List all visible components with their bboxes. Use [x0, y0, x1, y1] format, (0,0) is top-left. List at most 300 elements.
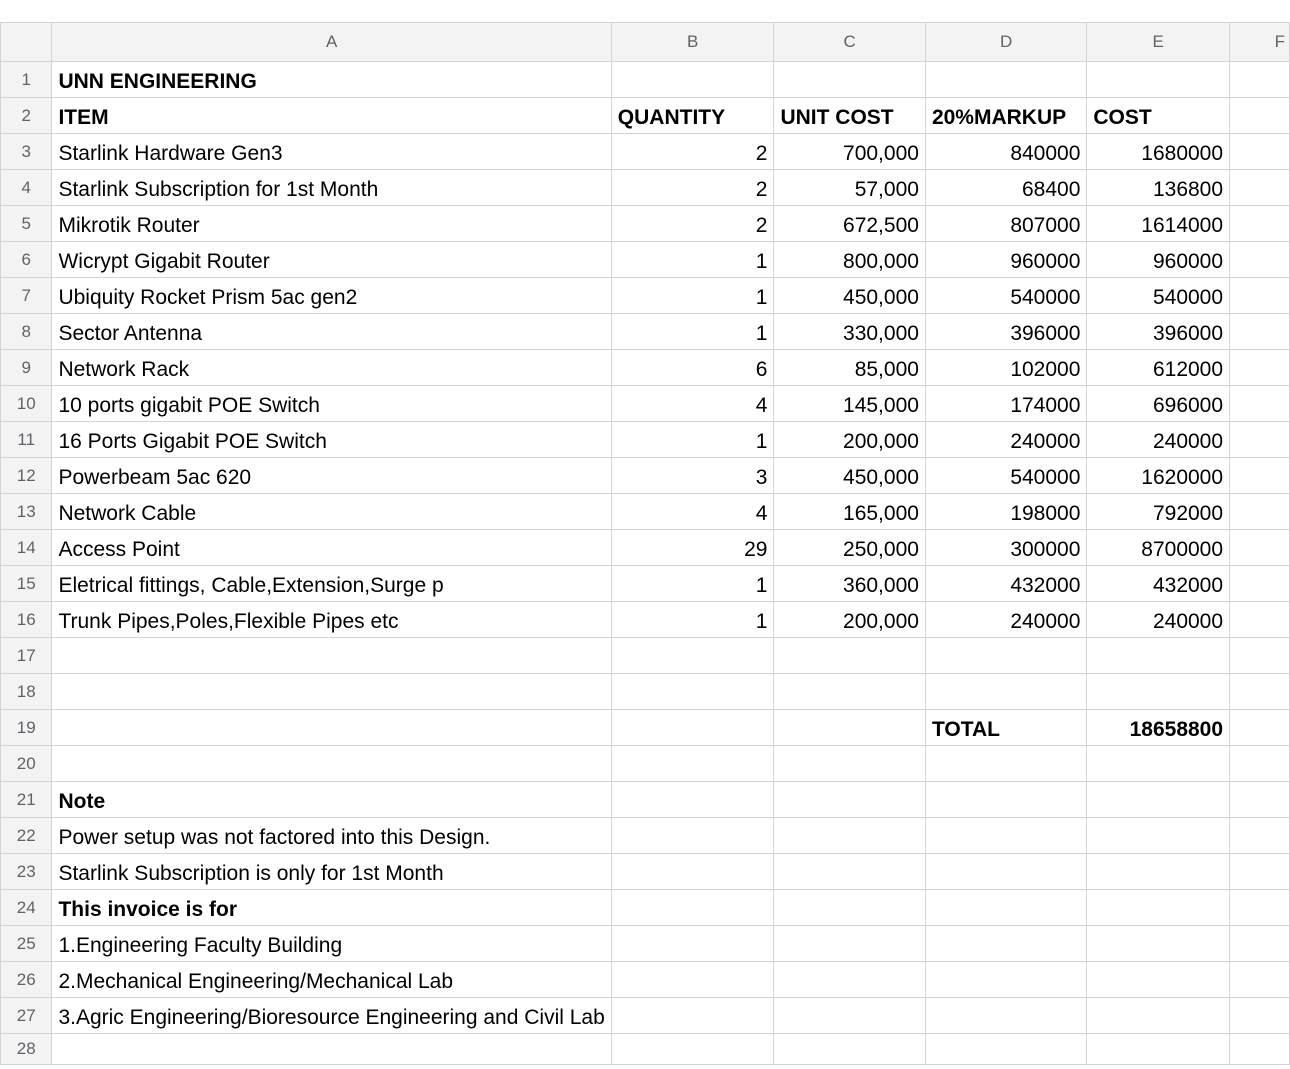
cell-c[interactable]: [774, 926, 925, 962]
cell-d[interactable]: [925, 458, 1086, 494]
cell-e[interactable]: [1087, 674, 1230, 710]
cell-value: 250,000: [843, 538, 919, 561]
cell-value: Ubiquity Rocket Prism 5ac gen2: [58, 286, 358, 309]
cell-value: 450,000: [843, 286, 919, 309]
cell-f[interactable]: [1230, 494, 1290, 530]
row-header[interactable]: 16: [1, 602, 52, 638]
cell-e[interactable]: [1087, 710, 1230, 746]
cell-f[interactable]: [1230, 566, 1290, 602]
sheet-row: [1, 494, 1290, 530]
cell-c[interactable]: [774, 746, 925, 782]
cell-value: UNN ENGINEERING: [58, 70, 257, 93]
cell-d[interactable]: [925, 278, 1086, 314]
cell-value: Network Rack: [58, 358, 190, 381]
cell-c[interactable]: [774, 638, 925, 674]
cell-d[interactable]: [925, 998, 1086, 1034]
cell-e[interactable]: [1087, 458, 1230, 494]
cell-f[interactable]: [1230, 530, 1290, 566]
cell-value: 700,000: [843, 142, 919, 165]
cell-d[interactable]: [925, 638, 1086, 674]
column-header-b[interactable]: B: [611, 23, 774, 62]
sheet-row: [1, 98, 1290, 134]
cell-value: 29: [744, 538, 768, 561]
cell-d[interactable]: [925, 134, 1086, 170]
cell-value: [52, 1061, 610, 1064]
cell-e[interactable]: [1087, 134, 1230, 170]
cell-a[interactable]: [52, 458, 611, 494]
cell-d[interactable]: [925, 530, 1086, 566]
sheet-row: [1, 206, 1290, 242]
cell-b[interactable]: [611, 674, 774, 710]
cell-a[interactable]: [52, 926, 611, 962]
cell-a[interactable]: [52, 134, 611, 170]
row-header[interactable]: 19: [1, 710, 52, 746]
cell-d[interactable]: [925, 674, 1086, 710]
cell-c[interactable]: [774, 998, 925, 1034]
cell-c[interactable]: [774, 674, 925, 710]
cell-f[interactable]: [1230, 386, 1290, 422]
cell-b[interactable]: [611, 314, 774, 350]
cell-a[interactable]: [52, 206, 611, 242]
row-header[interactable]: 15: [1, 566, 52, 602]
cell-b[interactable]: [611, 134, 774, 170]
sheet-row: [1, 998, 1290, 1034]
cell-f[interactable]: [1230, 890, 1290, 926]
cell-b[interactable]: [611, 566, 774, 602]
row-header[interactable]: 13: [1, 494, 52, 530]
cell-value: 6: [755, 358, 768, 381]
cell-f[interactable]: [1230, 818, 1290, 854]
cell-e[interactable]: [1087, 62, 1230, 98]
cell-e[interactable]: [1087, 278, 1230, 314]
cell-value: Starlink Subscription for 1st Month: [58, 178, 379, 201]
row-header[interactable]: 5: [1, 206, 52, 242]
cell-a[interactable]: [52, 854, 611, 890]
sheet-row: [1, 350, 1290, 386]
row-header[interactable]: 7: [1, 278, 52, 314]
cell-d[interactable]: [925, 494, 1086, 530]
row-header[interactable]: 11: [1, 422, 52, 458]
cell-a[interactable]: [52, 638, 611, 674]
cell-c[interactable]: [774, 458, 925, 494]
cell-f[interactable]: [1230, 422, 1290, 458]
cell-f[interactable]: [1230, 350, 1290, 386]
cell-b[interactable]: [611, 278, 774, 314]
column-header-c[interactable]: C: [774, 23, 925, 62]
sheet-row: [1, 890, 1290, 926]
cell-f[interactable]: [1230, 998, 1290, 1034]
row-header[interactable]: 17: [1, 638, 52, 674]
cell-a[interactable]: [52, 962, 611, 998]
cell-f[interactable]: [1230, 926, 1290, 962]
cell-a[interactable]: [52, 818, 611, 854]
column-header-f[interactable]: F: [1230, 23, 1290, 62]
column-header-d[interactable]: D: [925, 23, 1086, 62]
cell-c[interactable]: [774, 854, 925, 890]
cell-a[interactable]: [52, 278, 611, 314]
cell-value: 1: [755, 286, 768, 309]
sheet-row: [1, 638, 1290, 674]
cell-b[interactable]: [611, 530, 774, 566]
row-header[interactable]: 27: [1, 998, 52, 1034]
row-header[interactable]: 1: [1, 62, 52, 98]
cell-value: 2: [755, 178, 768, 201]
cell-value: 330,000: [843, 322, 919, 345]
cell-value: 672,500: [843, 214, 919, 237]
cell-value: 3.Agric Engineering/Bioresource Engineering and Civil Lab: [58, 1006, 605, 1029]
cell-value: 960000: [1152, 250, 1224, 273]
cell-d[interactable]: [925, 242, 1086, 278]
sheet-row: [1, 782, 1290, 818]
cell-value: 4: [755, 394, 768, 417]
row-header[interactable]: 24: [1, 890, 52, 926]
cell-c[interactable]: [774, 566, 925, 602]
cell-c[interactable]: [774, 890, 925, 926]
cell-d[interactable]: [925, 386, 1086, 422]
cell-f[interactable]: [1230, 782, 1290, 818]
cell-f[interactable]: [1230, 458, 1290, 494]
cell-d[interactable]: [925, 170, 1086, 206]
cell-c[interactable]: [774, 710, 925, 746]
cell-value: 300000: [1010, 538, 1081, 561]
row-header[interactable]: 26: [1, 962, 52, 998]
cell-value: 240000: [1152, 610, 1224, 633]
cell-value: 1620000: [1141, 466, 1224, 489]
cell-b[interactable]: [611, 98, 774, 134]
cell-e[interactable]: [1087, 890, 1230, 926]
cell-value: 840000: [1010, 142, 1081, 165]
cell-c[interactable]: [774, 170, 925, 206]
cell-c[interactable]: [774, 422, 925, 458]
cell-b[interactable]: [611, 962, 774, 998]
row-header[interactable]: 3: [1, 134, 52, 170]
cell-d[interactable]: [925, 854, 1086, 890]
cell-b[interactable]: [611, 782, 774, 818]
cell-value: Access Point: [58, 538, 180, 561]
cell-d[interactable]: [925, 62, 1086, 98]
cell-e[interactable]: [1087, 422, 1230, 458]
row-header[interactable]: 4: [1, 170, 52, 206]
cell-a[interactable]: [52, 530, 611, 566]
cell-f[interactable]: [1230, 746, 1290, 782]
cell-value: 1614000: [1141, 214, 1224, 237]
cell-e[interactable]: [1087, 746, 1230, 782]
sheet-row: [1, 242, 1290, 278]
cell-value: Mikrotik Router: [58, 214, 200, 237]
column-header-e[interactable]: E: [1087, 23, 1230, 62]
cell-value: Starlink Hardware Gen3: [58, 142, 283, 165]
cell-a[interactable]: [52, 242, 611, 278]
cell-value: 240000: [1152, 430, 1224, 453]
cell-value: 2: [755, 142, 768, 165]
cell-d[interactable]: [925, 98, 1086, 134]
cell-a[interactable]: [52, 386, 611, 422]
cell-f[interactable]: [1230, 314, 1290, 350]
cell-a[interactable]: [52, 674, 611, 710]
cell-f[interactable]: [1230, 710, 1290, 746]
cell-b[interactable]: [611, 818, 774, 854]
cell-d[interactable]: [925, 206, 1086, 242]
cell-b[interactable]: [611, 170, 774, 206]
cell-a[interactable]: [52, 98, 611, 134]
cell-d[interactable]: [925, 422, 1086, 458]
cell-value: 792000: [1152, 502, 1224, 525]
cell-e[interactable]: [1087, 494, 1230, 530]
cell-b[interactable]: [611, 206, 774, 242]
cell-value: 360,000: [843, 574, 919, 597]
row-header[interactable]: 2: [1, 98, 52, 134]
cell-value: 57,000: [854, 178, 919, 201]
cell-value: 612000: [1152, 358, 1224, 381]
cell-value: 4: [755, 502, 768, 525]
sheet-row: [1, 818, 1290, 854]
cell-c[interactable]: [774, 782, 925, 818]
cell-a[interactable]: [52, 710, 611, 746]
cell-c[interactable]: [774, 134, 925, 170]
sheet-row: [1, 566, 1290, 602]
cell-b[interactable]: [611, 1034, 774, 1065]
cell-c[interactable]: [774, 278, 925, 314]
cell-e[interactable]: [1087, 962, 1230, 998]
cell-c[interactable]: [774, 350, 925, 386]
cell-c[interactable]: [774, 602, 925, 638]
cell-b[interactable]: [611, 998, 774, 1034]
cell-value: 1: [755, 322, 768, 345]
cell-c[interactable]: [774, 1034, 925, 1065]
cell-d[interactable]: [925, 782, 1086, 818]
cell-c[interactable]: [774, 314, 925, 350]
row-header[interactable]: 23: [1, 854, 52, 890]
cell-value: 10 ports gigabit POE Switch: [58, 394, 320, 417]
row-header[interactable]: 9: [1, 350, 52, 386]
cell-value: 200,000: [843, 430, 919, 453]
row-header[interactable]: 18: [1, 674, 52, 710]
cell-value: TOTAL: [931, 718, 1000, 741]
cell-value: [774, 1061, 924, 1064]
cell-e[interactable]: [1087, 206, 1230, 242]
cell-value: 200,000: [843, 610, 919, 633]
cell-b[interactable]: [611, 854, 774, 890]
cell-f[interactable]: [1230, 134, 1290, 170]
row-header[interactable]: 20: [1, 746, 52, 782]
cell-f[interactable]: [1230, 242, 1290, 278]
cell-value: 1: [755, 574, 768, 597]
cell-a[interactable]: [52, 422, 611, 458]
cell-d[interactable]: [925, 710, 1086, 746]
cell-value: Note: [58, 790, 106, 813]
cell-value: 174000: [1010, 394, 1081, 417]
cell-f[interactable]: [1230, 278, 1290, 314]
cell-e[interactable]: [1087, 386, 1230, 422]
cell-a[interactable]: [52, 314, 611, 350]
cell-value: Wicrypt Gigabit Router: [58, 250, 270, 273]
cell-e[interactable]: [1087, 638, 1230, 674]
cell-c[interactable]: [774, 530, 925, 566]
row-header[interactable]: 28: [1, 1034, 52, 1065]
cell-e[interactable]: [1087, 602, 1230, 638]
cell-f[interactable]: [1230, 854, 1290, 890]
cell-d[interactable]: [925, 314, 1086, 350]
cell-b[interactable]: [611, 422, 774, 458]
sheet-row: [1, 278, 1290, 314]
cell-e[interactable]: [1087, 926, 1230, 962]
cell-d[interactable]: [925, 818, 1086, 854]
cell-d[interactable]: [925, 890, 1086, 926]
cell-e[interactable]: [1087, 170, 1230, 206]
cell-value: 396000: [1010, 322, 1081, 345]
cell-b[interactable]: [611, 926, 774, 962]
column-header-a[interactable]: A: [52, 23, 611, 62]
cell-d[interactable]: [925, 962, 1086, 998]
cell-e[interactable]: [1087, 242, 1230, 278]
cell-a[interactable]: [52, 494, 611, 530]
cell-c[interactable]: [774, 98, 925, 134]
cell-c[interactable]: [774, 206, 925, 242]
cell-value: [1087, 1061, 1229, 1064]
cell-value: Starlink Subscription is only for 1st Month: [58, 862, 444, 885]
cell-e[interactable]: [1087, 566, 1230, 602]
row-header[interactable]: 21: [1, 782, 52, 818]
cell-b[interactable]: [611, 890, 774, 926]
sheet-row: [1, 962, 1290, 998]
cell-d[interactable]: [925, 566, 1086, 602]
cell-value: 16 Ports Gigabit POE Switch: [58, 430, 327, 453]
cell-c[interactable]: [774, 962, 925, 998]
cell-a[interactable]: [52, 1034, 611, 1065]
cell-c[interactable]: [774, 818, 925, 854]
cell-value: UNIT COST: [780, 106, 894, 129]
cell-value: 540000: [1010, 466, 1081, 489]
cell-a[interactable]: [52, 890, 611, 926]
cell-value: 2: [755, 214, 768, 237]
cell-a[interactable]: [52, 782, 611, 818]
sheet-row: [1, 674, 1290, 710]
row-header[interactable]: 10: [1, 386, 52, 422]
cell-a[interactable]: [52, 350, 611, 386]
cell-value: 450,000: [843, 466, 919, 489]
cell-value: 432000: [1010, 574, 1081, 597]
cell-b[interactable]: [611, 638, 774, 674]
cell-f[interactable]: [1230, 602, 1290, 638]
row-header[interactable]: 22: [1, 818, 52, 854]
cell-value: 85,000: [854, 358, 919, 381]
cell-d[interactable]: [925, 746, 1086, 782]
cell-value: 8700000: [1141, 538, 1224, 561]
cell-e[interactable]: [1087, 854, 1230, 890]
cell-b[interactable]: [611, 746, 774, 782]
cell-b[interactable]: [611, 62, 774, 98]
cell-value: 696000: [1152, 394, 1224, 417]
row-header[interactable]: 12: [1, 458, 52, 494]
cell-value: 807000: [1010, 214, 1081, 237]
cell-d[interactable]: [925, 602, 1086, 638]
cell-f[interactable]: [1230, 206, 1290, 242]
row-header[interactable]: 25: [1, 926, 52, 962]
cell-b[interactable]: [611, 710, 774, 746]
select-all-corner[interactable]: [1, 23, 52, 62]
sheet-row: [1, 134, 1290, 170]
cell-e[interactable]: [1087, 350, 1230, 386]
row-header[interactable]: 14: [1, 530, 52, 566]
cell-value: Sector Antenna: [58, 322, 203, 345]
cell-b[interactable]: [611, 242, 774, 278]
cell-e[interactable]: [1087, 998, 1230, 1034]
cell-b[interactable]: [611, 386, 774, 422]
cell-value: 960000: [1010, 250, 1081, 273]
cell-b[interactable]: [611, 602, 774, 638]
cell-a[interactable]: [52, 746, 611, 782]
sheet-row: [1, 926, 1290, 962]
cell-d[interactable]: [925, 926, 1086, 962]
cell-a[interactable]: [52, 62, 611, 98]
cell-e[interactable]: [1087, 818, 1230, 854]
cell-e[interactable]: [1087, 530, 1230, 566]
cell-f[interactable]: [1230, 170, 1290, 206]
cell-value: 165,000: [843, 502, 919, 525]
cell-value: 68400: [1021, 178, 1081, 201]
cell-value: 136800: [1152, 178, 1224, 201]
cell-e[interactable]: [1087, 314, 1230, 350]
cell-value: 240000: [1010, 610, 1081, 633]
sheet-row: [1, 602, 1290, 638]
cell-value: Eletrical fittings, Cable,Extension,Surge p: [58, 574, 444, 597]
sheet-row: [1, 530, 1290, 566]
cell-c[interactable]: [774, 494, 925, 530]
cell-f[interactable]: [1230, 638, 1290, 674]
cell-a[interactable]: [52, 998, 611, 1034]
cell-value: Trunk Pipes,Poles,Flexible Pipes etc: [58, 610, 399, 633]
cell-b[interactable]: [611, 458, 774, 494]
cell-f[interactable]: [1230, 98, 1290, 134]
cell-value: ITEM: [58, 106, 109, 129]
cell-value: [926, 1061, 1086, 1064]
sheet-row: [1, 854, 1290, 890]
cell-value: 396000: [1152, 322, 1224, 345]
cell-e[interactable]: [1087, 98, 1230, 134]
cell-b[interactable]: [611, 350, 774, 386]
cell-e[interactable]: [1087, 1034, 1230, 1065]
cell-value: 1680000: [1141, 142, 1224, 165]
cell-value: Powerbeam 5ac 620: [58, 466, 252, 489]
row-header[interactable]: 8: [1, 314, 52, 350]
row-header[interactable]: 6: [1, 242, 52, 278]
sheet-row: [1, 62, 1290, 98]
cell-value: Network Cable: [58, 502, 197, 525]
cell-d[interactable]: [925, 1034, 1086, 1065]
cell-f[interactable]: [1230, 1034, 1290, 1065]
cell-f[interactable]: [1230, 62, 1290, 98]
cell-value: This invoice is for: [58, 898, 237, 921]
cell-c[interactable]: [774, 62, 925, 98]
sheet-row: [1, 746, 1290, 782]
cell-value: Power setup was not factored into this Design.: [58, 826, 491, 849]
cell-value: 540000: [1010, 286, 1081, 309]
sheet-row: [1, 458, 1290, 494]
sheet-row: [1, 170, 1290, 206]
cell-e[interactable]: [1087, 782, 1230, 818]
cell-value: 1.Engineering Faculty Building: [58, 934, 343, 957]
cell-d[interactable]: [925, 350, 1086, 386]
cell-value: 432000: [1152, 574, 1224, 597]
cell-a[interactable]: [52, 170, 611, 206]
cell-f[interactable]: [1230, 674, 1290, 710]
cell-f[interactable]: [1230, 962, 1290, 998]
cell-c[interactable]: [774, 386, 925, 422]
cell-c[interactable]: [774, 242, 925, 278]
cell-b[interactable]: [611, 494, 774, 530]
cell-a[interactable]: [52, 602, 611, 638]
cell-a[interactable]: [52, 566, 611, 602]
